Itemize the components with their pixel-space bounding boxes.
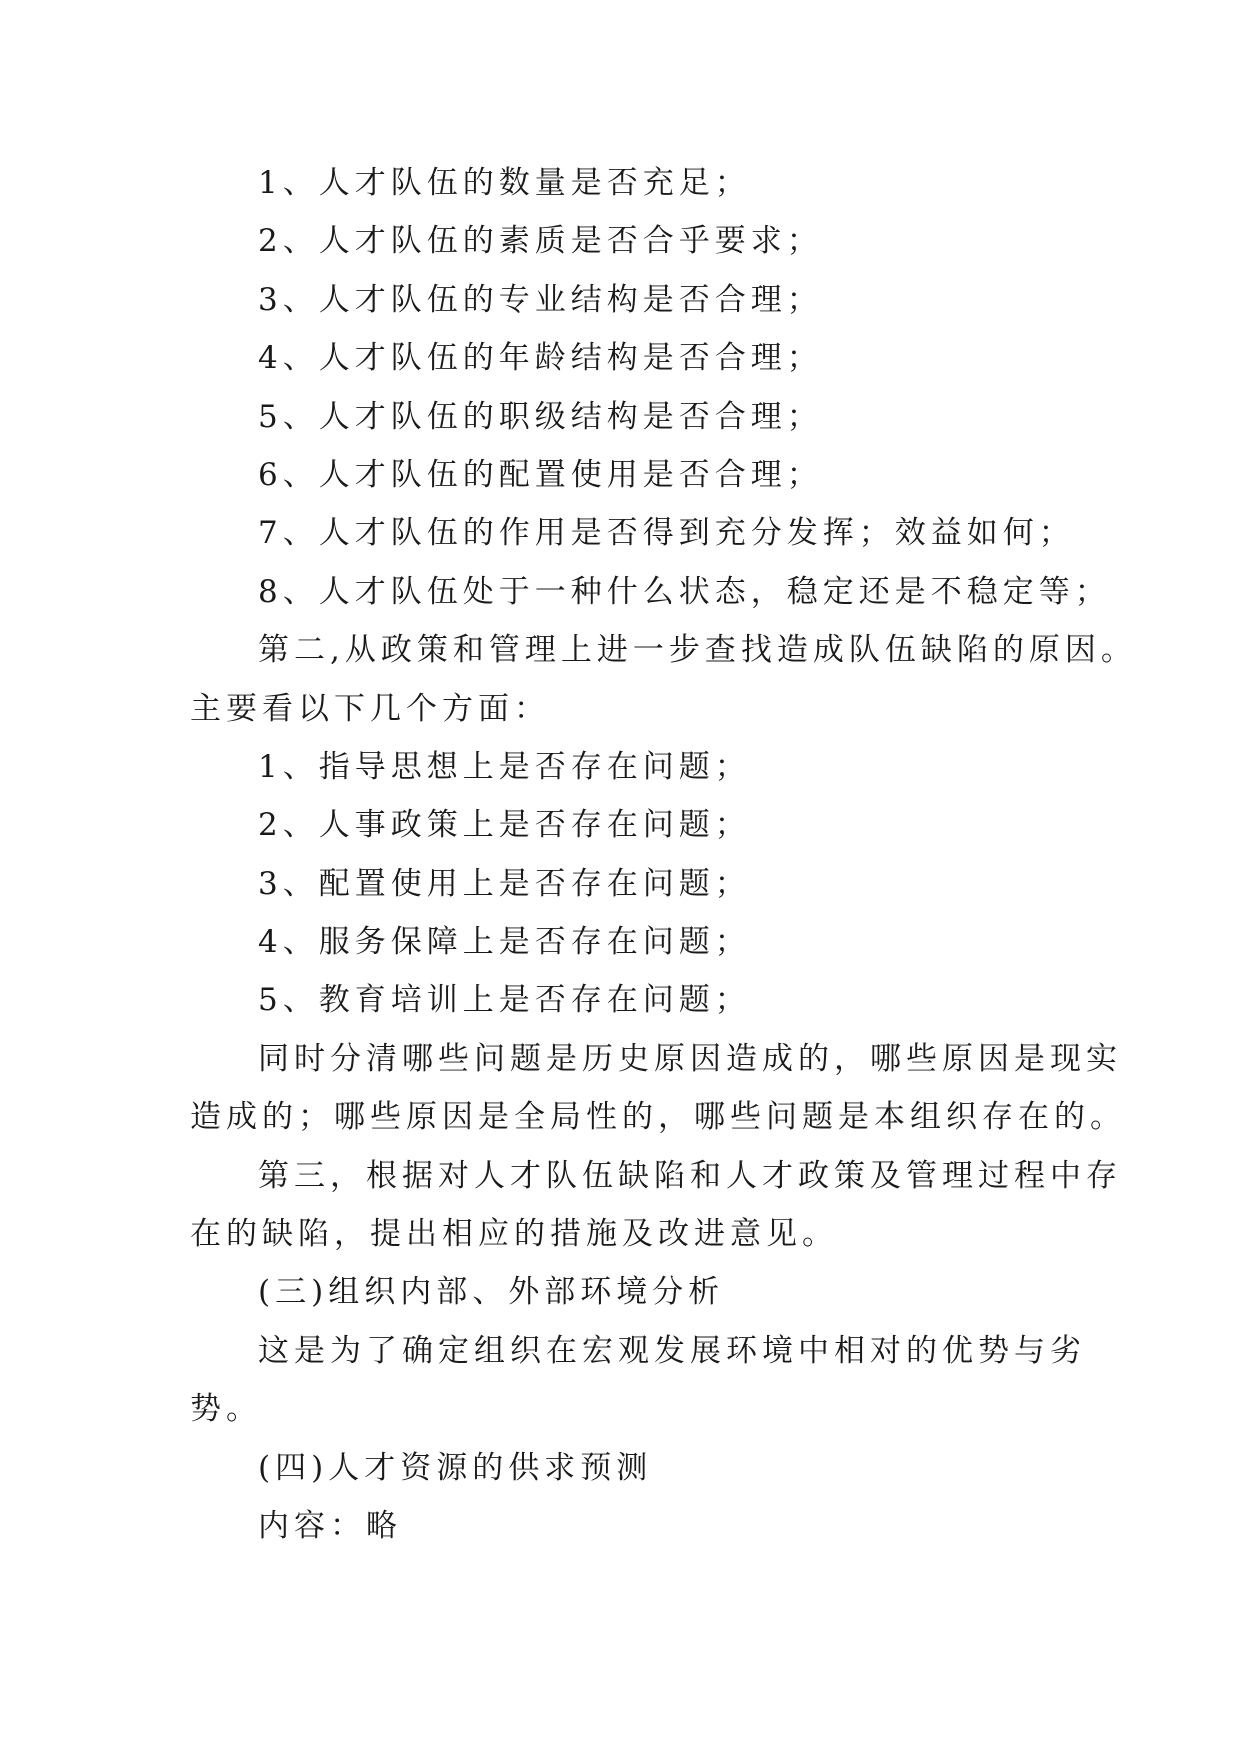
document-body <box>190 154 1137 1555</box>
list-item: 4、人才队伍的年龄结构是否合理； <box>258 340 823 377</box>
list-item: 2、人才队伍的素质是否合乎要求； <box>258 223 823 260</box>
list-item: 3、人才队伍的专业结构是否合理； <box>258 281 823 318</box>
paragraph-line: 势。 <box>190 1391 262 1428</box>
paragraph-line: 同时分清哪些问题是历史原因造成的，哪些原因是现实 <box>258 1040 1122 1077</box>
list-item: 1、指导思想上是否存在问题； <box>258 748 751 785</box>
list-item: 2、人事政策上是否存在问题； <box>258 807 751 844</box>
section-heading: (三)组织内部、外部环境分析 <box>258 1274 725 1311</box>
paragraph-line: 这是为了确定组织在宏观发展环境中相对的优势与劣 <box>258 1332 1086 1369</box>
paragraph-line: 内容：略 <box>258 1507 402 1544</box>
list-item: 5、人才队伍的职级结构是否合理； <box>258 398 823 435</box>
list-item: 8、人才队伍处于一种什么状态，稳定还是不稳定等； <box>258 573 1111 610</box>
section-heading: (四)人才资源的供求预测 <box>258 1449 653 1486</box>
list-item: 3、配置使用上是否存在问题； <box>258 865 751 902</box>
paragraph-line: 主要看以下几个方面： <box>190 690 550 727</box>
list-item: 6、人才队伍的配置使用是否合理； <box>258 456 823 493</box>
list-item: 1、人才队伍的数量是否充足； <box>258 165 751 201</box>
list-item: 4、服务保障上是否存在问题； <box>258 924 751 961</box>
list-item: 7、人才队伍的作用是否得到充分发挥；效益如何； <box>258 515 1075 552</box>
paragraph-line: 第二,从政策和管理上进一步查找造成队伍缺陷的原因。 <box>258 632 1137 669</box>
paragraph-line: 第三，根据对人才队伍缺陷和人才政策及管理过程中存 <box>258 1157 1122 1194</box>
list-item: 5、教育培训上是否存在问题； <box>258 982 751 1019</box>
paragraph-line: 造成的；哪些原因是全局性的，哪些问题是本组织存在的。 <box>190 1099 1126 1136</box>
paragraph-line: 在的缺陷，提出相应的措施及改进意见。 <box>190 1216 838 1253</box>
